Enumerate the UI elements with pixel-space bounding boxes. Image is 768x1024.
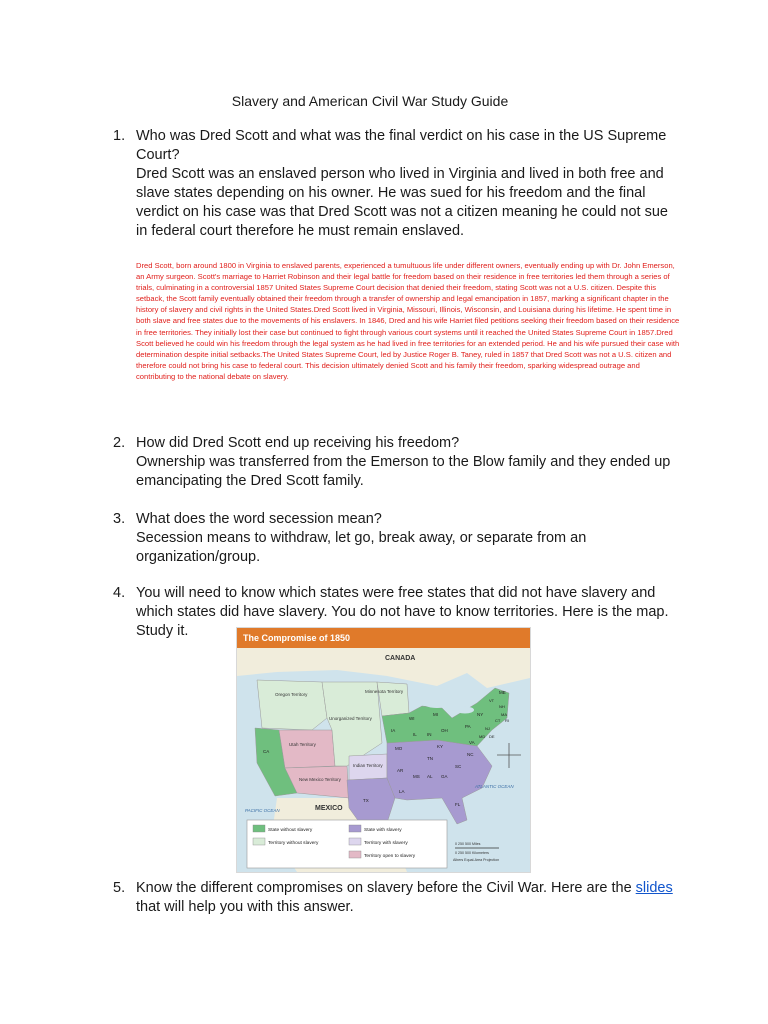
answer-text: Dred Scott was an enslaved person who lived in Virginia and lived in both free and slave states depending on his owner. He was sued for his freedom and the final verdict on his case was that Dred Scott was not a citizen meaning he could not sue in federal court therefore he must remain enslaved. [136, 166, 668, 239]
projection-label: Albers Equal-Area Projection [453, 858, 500, 862]
question-5 [113, 879, 683, 917]
state-label: IN [427, 732, 432, 737]
state-label: OH [441, 728, 448, 733]
state-label: MS [413, 774, 420, 779]
legend-swatch [349, 825, 361, 832]
state-label: MI [433, 712, 438, 717]
oregon-label: Oregon Territory [275, 692, 308, 697]
question-1 [113, 127, 673, 241]
canada-label: CANADA [385, 655, 416, 662]
question-number: 3. [113, 511, 126, 527]
question-text-end: that will help you with this answer. [136, 899, 354, 915]
state-label: FL [455, 802, 461, 807]
slave-states [387, 740, 492, 824]
minnesota-territory [377, 682, 409, 716]
answer-text: Ownership was transferred from the Emerson to the Blow family and they ended up emancipating the Dred Scott family. [136, 454, 671, 489]
state-label: DE [489, 734, 495, 739]
mexico-label: MEXICO [315, 805, 343, 812]
question-number: 1. [113, 128, 126, 144]
minnesota-label: Minnesota Territory [365, 689, 404, 694]
legend-swatch [349, 851, 361, 858]
state-label: IL [413, 732, 417, 737]
utah-territory [279, 730, 335, 768]
state-label: WI [409, 716, 415, 721]
question-number: 2. [113, 435, 126, 451]
unorganized-label: Unorganized Territory [329, 716, 372, 721]
great-lakes [423, 698, 451, 708]
question-number: 4. [113, 585, 126, 601]
atlantic-label: ATLANTIC OCEAN [475, 784, 514, 789]
state-label: LA [399, 789, 405, 794]
scale-km: 0 250 500 Kilometers [455, 851, 489, 855]
question-text: Who was Dred Scott and what was the final verdict on his case in the US Supreme Court? [136, 128, 667, 163]
answer-text: Secession means to withdraw, let go, break away, or separate from an organization/group. [136, 530, 587, 565]
slides-link[interactable]: slides [635, 880, 673, 896]
scale-miles: 0 250 500 Miles [455, 842, 481, 846]
legend-label: State without slavery [268, 828, 313, 833]
map-graphic [237, 648, 530, 872]
indian-label: Indian Territory [353, 763, 383, 768]
legend-label: Territory without slavery [268, 841, 319, 846]
state-label: NH [499, 704, 505, 709]
state-label: KY [437, 744, 444, 749]
state-label: MO [395, 746, 403, 751]
compass-icon [497, 743, 521, 768]
legend-label: Territory open to slavery [364, 854, 416, 859]
state-label: ME [499, 690, 506, 695]
question-text: Know the different compromises on slavery before the Civil War. Here are the [136, 880, 636, 896]
state-label: CA [263, 749, 270, 754]
question-text: What does the word secession mean? [136, 511, 382, 527]
state-label: AL [427, 774, 433, 779]
question-3 [113, 510, 673, 567]
state-label: TN [427, 756, 433, 761]
state-label: MA [501, 712, 507, 717]
legend-label: State with slavery [364, 828, 402, 833]
state-label: IA [391, 728, 396, 733]
state-label: MD [479, 734, 486, 739]
state-label: NJ [485, 726, 490, 731]
legend-swatch [253, 825, 265, 832]
page-title: Slavery and American Civil War Study Guide [231, 93, 509, 109]
oregon-territory [257, 680, 327, 730]
legend-label: Territory with slavery [364, 841, 408, 846]
state-label: SC [455, 764, 462, 769]
state-label: VA [469, 740, 475, 745]
legend-swatch [349, 838, 361, 845]
state-label: CT [495, 718, 501, 723]
state-label: NC [467, 752, 474, 757]
state-label: AR [397, 768, 404, 773]
question-text: How did Dred Scott end up receiving his freedom? [136, 435, 460, 451]
state-label: TX [363, 798, 369, 803]
question-2 [113, 434, 673, 491]
state-label: GA [441, 774, 448, 779]
map-title: The Compromise of 1850 [237, 628, 530, 648]
state-label: RI [505, 718, 509, 723]
utah-label: Utah Territory [289, 742, 316, 747]
state-label: VT [489, 698, 495, 703]
question-number: 5. [113, 880, 126, 896]
compromise-1850-map [236, 627, 531, 873]
state-label: NY [477, 712, 484, 717]
new-mexico-label: New Mexico Territory [299, 777, 341, 782]
legend-swatch [253, 838, 265, 845]
state-label: PA [465, 724, 471, 729]
question-text: You will need to know which states were free states that did not have slavery and which states did have slavery. You do not have to know territories. Here is the map. Study it. [136, 585, 669, 639]
research-paragraph: Dred Scott, born around 1800 in Virginia to enslaved parents, experienced a tumultuous life under different owners, eventually ending up with Dr. John Emerson, an Army surgeon. Scott's marriage to Harriet Robinson and their legal battle for freedom based on their residence in free territories led them through a series of trials, culminating in a controversial 1857 United States Supreme Court decision that denied their freedom, stating Scott was not a U.S. citizen. Despite this setback, the Scott family eventually obtained their freedom through a transfer of ownership and legal emancipation in 1857, marking a significant chapter in the history of slavery and civil rights in the United States.Dred Scott lived in Virginia, Missouri, Illinois, Wisconsin, and Louisiana during his lifetime. He spent time in both slave and free states due to the movements of his enslavers. In 1846, Dred and his wife Harriet filed petitions seeking their freedom based on their residence in free territories. They initially lost their case but continued to fight through various court systems until it reached the United States Supreme Court in 1857.Dred Scott believed he could win his freedom through the legal system as he had lived in free territories for an extended period. He and his wife pursued their case with determination despite initial setbacks.The United States Supreme Court, led by Justice Roger B. Taney, ruled in 1857 that Dred Scott was not a U.S. citizen and therefore could not bring his case to federal court. This decision ultimately denied Scott and his family their freedom, sparking widespread outrage and contributing to the national debate on slavery. [136, 261, 680, 381]
pacific-label: PACIFIC OCEAN [245, 808, 280, 813]
